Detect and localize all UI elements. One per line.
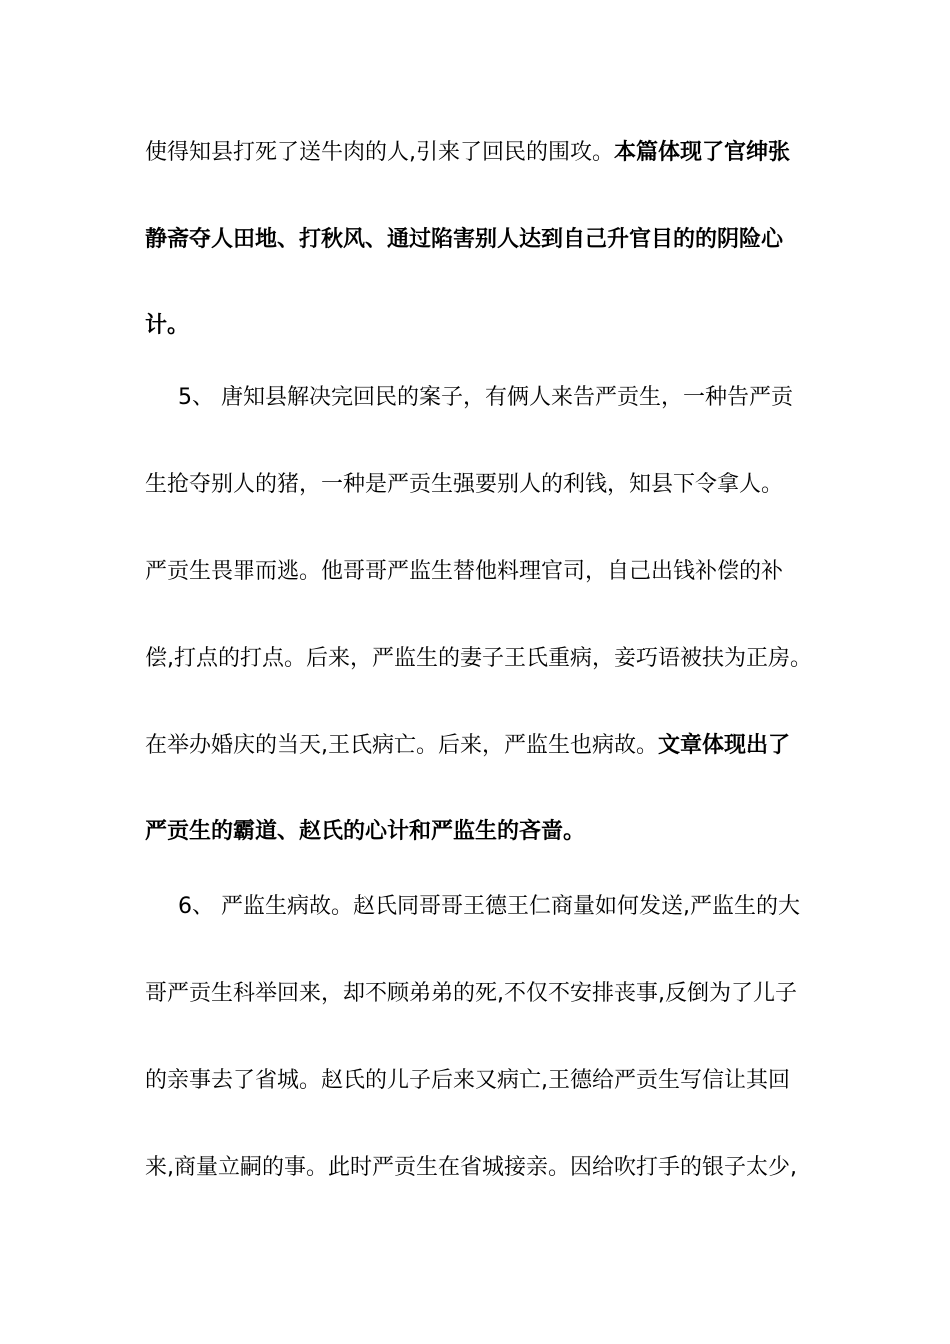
text-line-5 [145, 470, 825, 500]
line-13-text: 来,商量立嗣的事。此时严贡生在省城接亲。因给吹打手的银子太少, [145, 1155, 797, 1180]
line-4-text: 5、 唐知县解决完回民的案子，有俩人来告严贡生，一种告严贡 [178, 385, 793, 410]
line-1-bold-text: 本篇体现了官绅张 [614, 140, 791, 165]
text-line-11 [145, 979, 825, 1009]
line-8-bold-text: 文章体现出了 [658, 733, 791, 758]
text-line-6 [145, 557, 825, 587]
text-line-3 [145, 311, 825, 341]
line-6-text: 严贡生畏罪而逃。他哥哥严监生替他料理官司，自己出钱补偿的补 [145, 559, 784, 584]
line-11-text: 哥严贡生科举回来，却不顾弟弟的死,不仅不安排丧事,反倒为了儿子 [145, 981, 797, 1006]
text-line-9 [145, 817, 825, 847]
line-7-text: 偿,打点的打点。后来，严监生的妻子王氏重病，妾巧语被扶为正房。 [145, 646, 812, 671]
text-line-12 [145, 1066, 825, 1096]
line-9-bold-text: 严贡生的霸道、赵氏的心计和严监生的吝啬。 [145, 819, 586, 844]
text-line-7 [145, 644, 825, 674]
line-10-text: 6、 严监生病故。赵氏同哥哥王德王仁商量如何发送,严监生的大 [178, 894, 800, 919]
line-3-bold-text: 计。 [145, 313, 190, 338]
line-12-text: 的亲事去了省城。赵氏的儿子后来又病亡,王德给严贡生写信让其回 [145, 1068, 790, 1093]
text-line-8 [145, 731, 825, 761]
text-line-1 [145, 138, 825, 168]
text-line-13 [145, 1153, 825, 1183]
text-line-10 [178, 892, 828, 922]
text-line-2 [145, 225, 825, 255]
line-1-text: 使得知县打死了送牛肉的人,引来了回民的围攻。 [145, 140, 614, 165]
line-8-text: 在举办婚庆的当天,王氏病亡。后来，严监生也病故。 [145, 733, 658, 758]
line-2-bold-text: 静斋夺人田地、打秋风、通过陷害别人达到自己升官目的的阴险心 [145, 227, 784, 252]
text-line-4 [178, 383, 828, 413]
line-5-text: 生抢夺别人的猪，一种是严贡生强要别人的利钱，知县下令拿人。 [145, 472, 784, 497]
